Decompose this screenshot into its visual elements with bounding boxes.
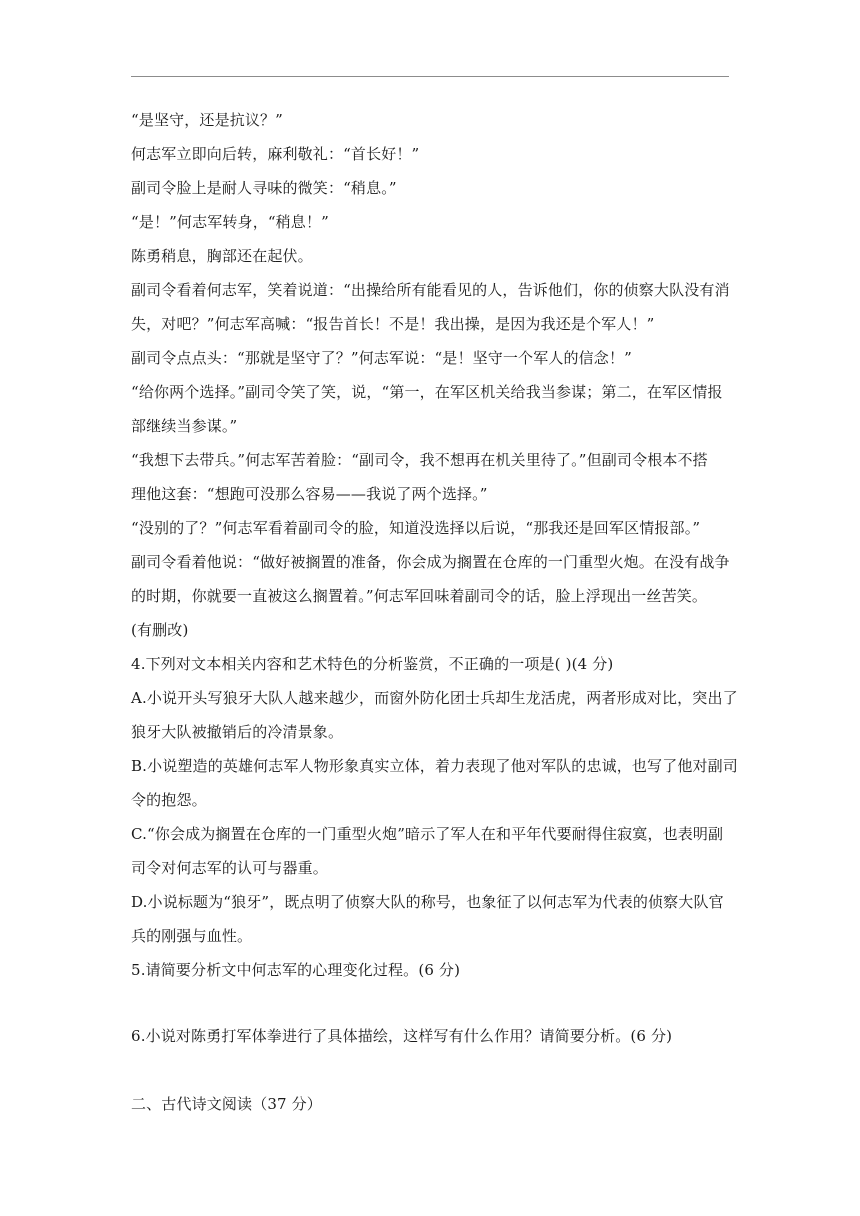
text-line: 副司令脸上是耐人寻味的微笑：“稍息。” [131, 179, 397, 197]
section-heading: 二、古代诗文阅读（37 分） [131, 1095, 322, 1113]
option-a-cont: 狼牙大队被撤销后的冷清景象。 [131, 723, 344, 741]
text-line: “我想下去带兵。”何志军苦着脸：“副司令，我不想再在机关里待了。”但副司令根本不搭 [131, 451, 708, 469]
header-rule [131, 76, 729, 77]
option-a: A.小说开头写狼牙大队人越来越少，而窗外防化团士兵却生龙活虎，两者形成对比，突出了 [131, 689, 738, 707]
text-line: 失，对吧？”何志军高喊：“报告首长！不是！我出操，是因为我还是个军人！” [131, 315, 655, 333]
question-4: 4.下列对文本相关内容和艺术特色的分析鉴赏，不正确的一项是( )(4 分) [131, 655, 614, 673]
text-line: “没别的了？”何志军看着副司令的脸，知道没选择以后说，“那我还是回军区情报部。” [131, 519, 701, 537]
text-line: 理他这套：“想跑可没那么容易——我说了两个选择。” [131, 485, 488, 503]
option-b-cont: 令的抱怨。 [131, 791, 207, 809]
text-line: 副司令看着他说：“做好被搁置的准备，你会成为搁置在仓库的一门重型火炮。在没有战争 [131, 553, 730, 571]
text-line: 副司令点点头：“那就是坚守了？”何志军说：“是！坚守一个军人的信念！” [131, 349, 632, 367]
text-line: 陈勇稍息，胸部还在起伏。 [131, 247, 313, 265]
text-line: 何志军立即向后转，麻利敬礼：“首长好！” [131, 145, 420, 163]
option-c: C.“你会成为搁置在仓库的一门重型火炮”暗示了军人在和平年代要耐得住寂寞，也表明副 [131, 825, 724, 843]
question-5: 5.请简要分析文中何志军的心理变化过程。(6 分) [131, 961, 461, 979]
text-line: 副司令看着何志军，笑着说道：“出操给所有能看见的人，告诉他们，你的侦察大队没有消 [131, 281, 730, 299]
text-line: “是坚守，还是抗议？” [131, 111, 283, 129]
option-d-cont: 兵的刚强与血性。 [131, 927, 253, 945]
text-line: 的时期，你就要一直被这么搁置着。”何志军回味着副司令的话，脸上浮现出一丝苦笑。 [131, 587, 708, 605]
text-line: 部继续当参谋。” [131, 417, 238, 435]
option-c-cont: 司令对何志军的认可与器重。 [131, 859, 328, 877]
text-line: “是！”何志军转身，“稍息！” [131, 213, 329, 231]
question-6: 6.小说对陈勇打军体拳进行了具体描绘，这样写有什么作用？请简要分析。(6 分) [131, 1027, 673, 1045]
option-b: B.小说塑造的英雄何志军人物形象真实立体，着力表现了他对军队的忠诚，也写了他对副司 [131, 757, 738, 775]
source-note: (有删改) [131, 621, 189, 639]
text-line: “给你两个选择。”副司令笑了笑，说，“第一，在军区机关给我当参谋；第二，在军区情报 [131, 383, 723, 401]
option-d: D.小说标题为“狼牙”，既点明了侦察大队的称号，也象征了以何志军为代表的侦察大队官 [131, 893, 724, 911]
